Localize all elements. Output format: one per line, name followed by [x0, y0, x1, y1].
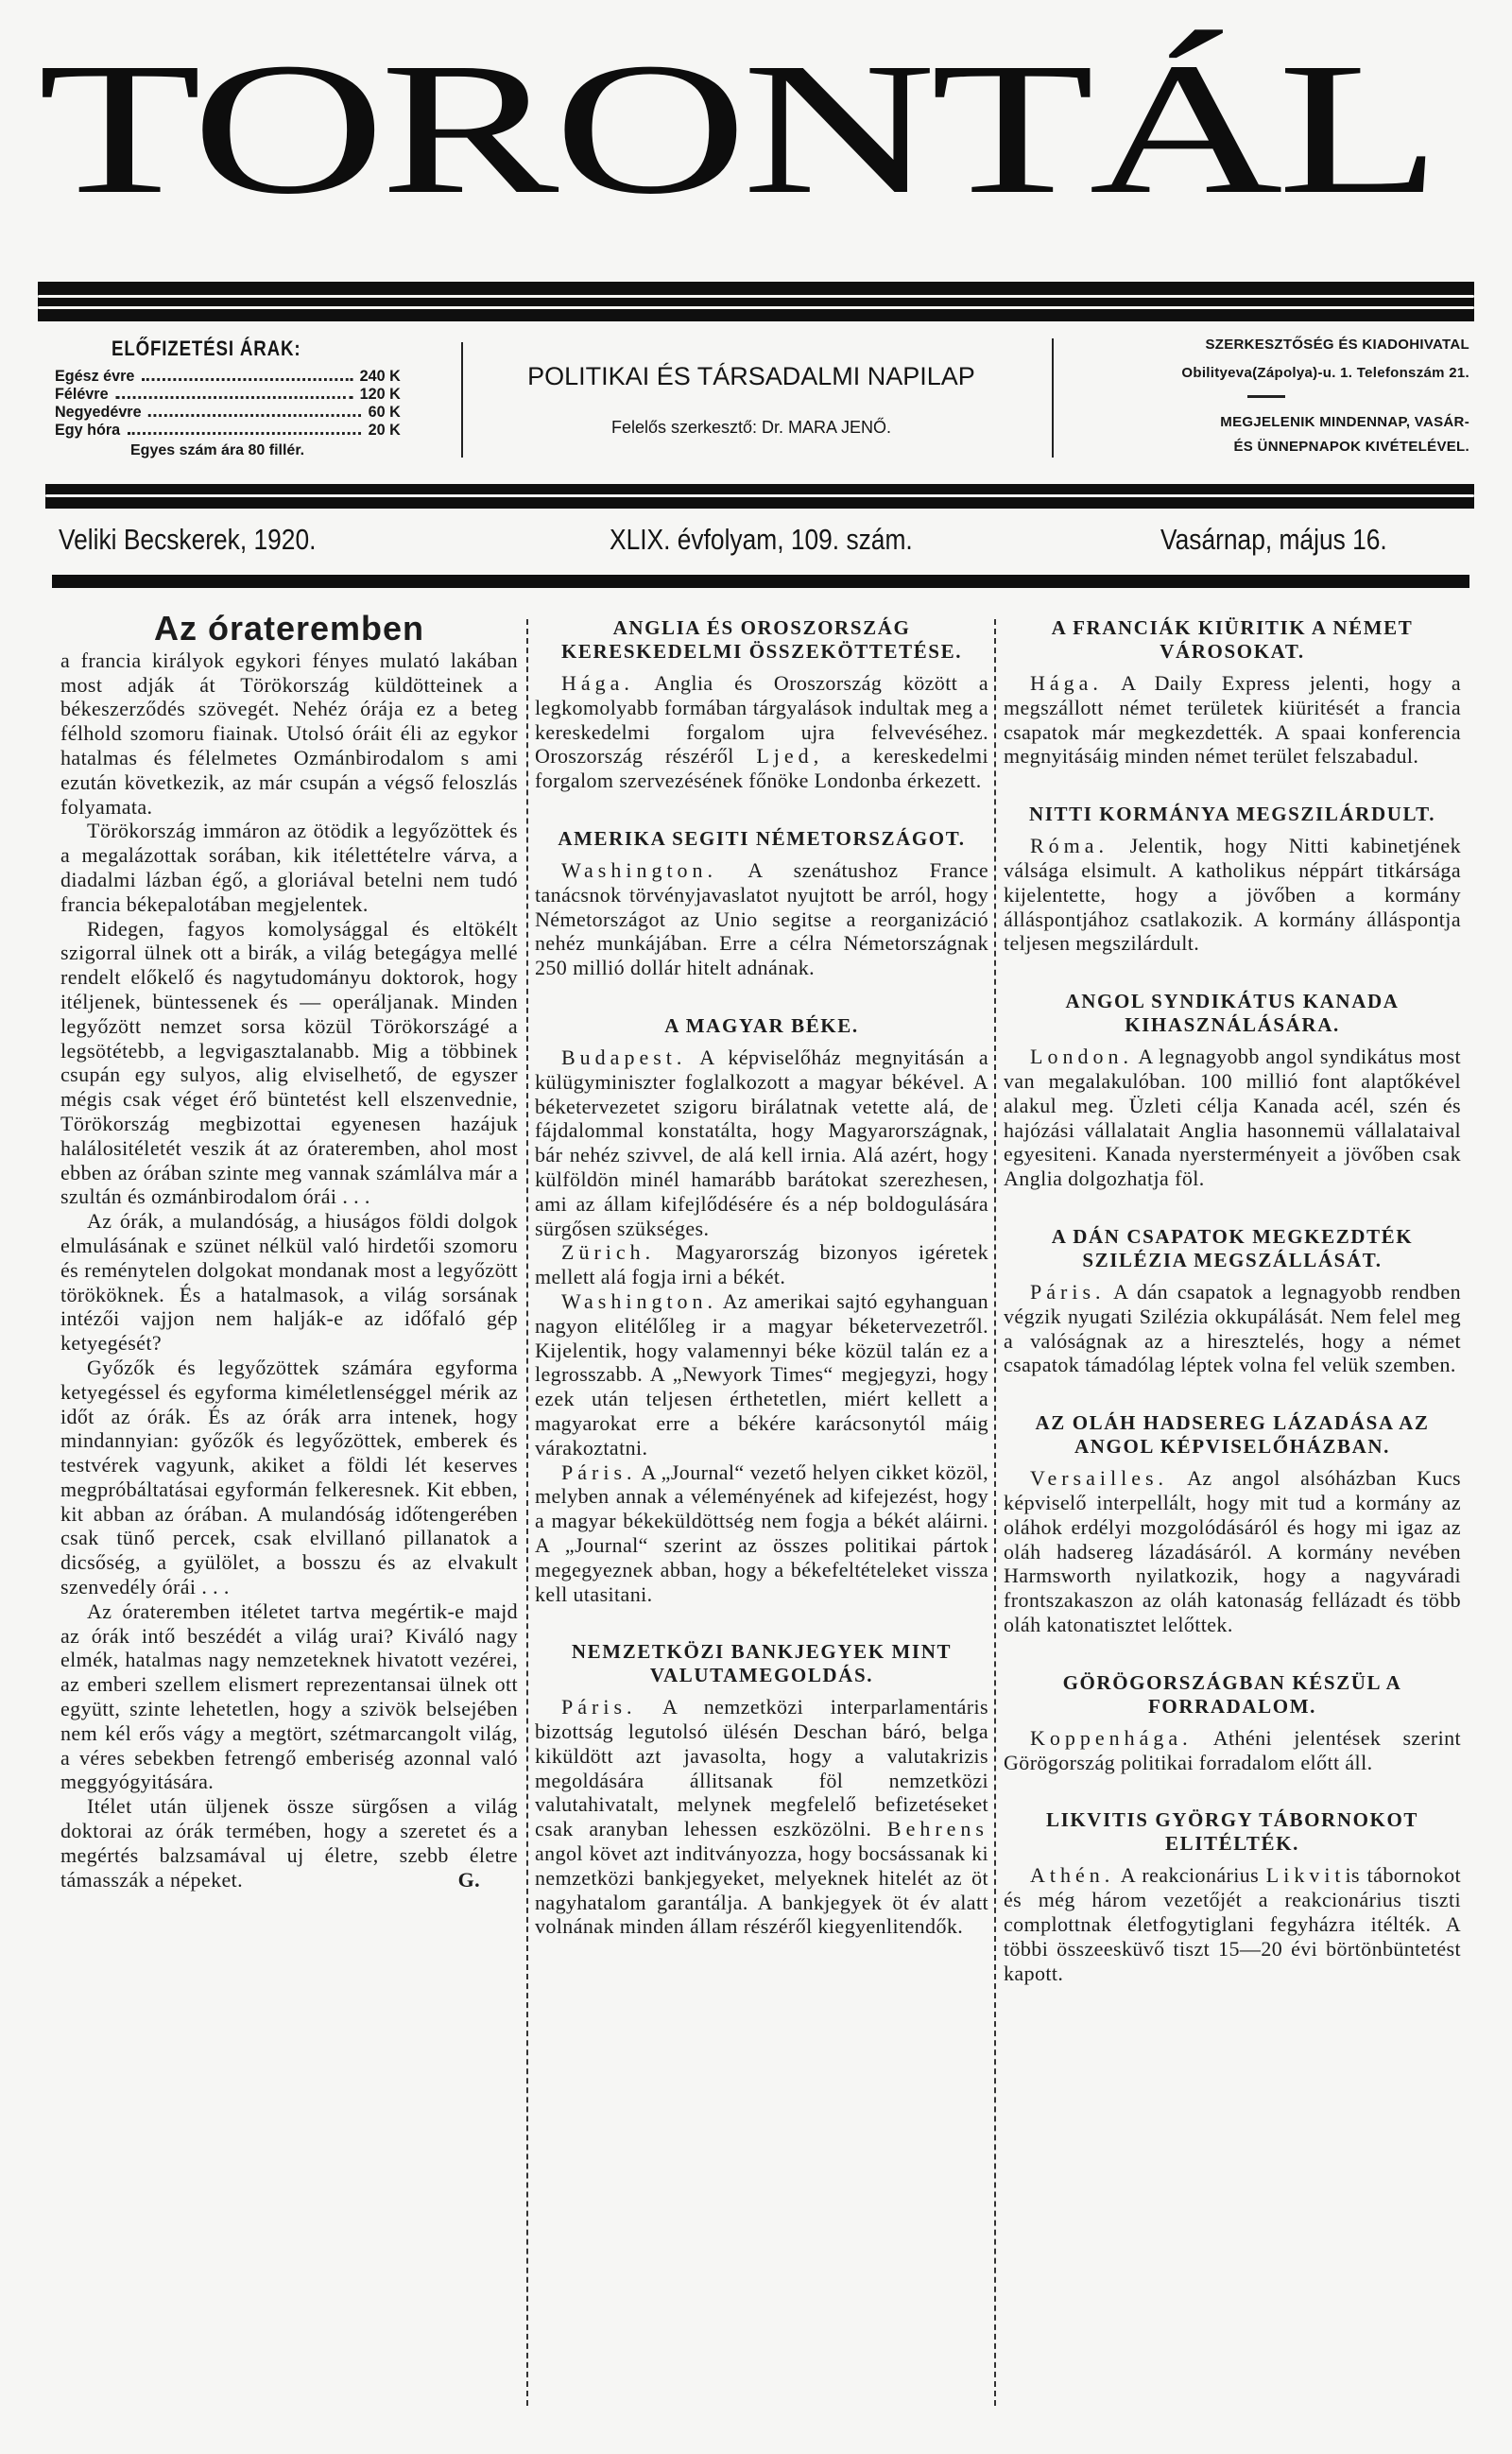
- article-paragraph: [1004, 1280, 1461, 1377]
- issue-date: Vasárnap, május 16.: [1160, 523, 1387, 556]
- paragraph-text: , a kereskedelmi forgalom szervezésének főnöke Londonba érkezett.: [535, 744, 989, 793]
- price-row: [55, 403, 401, 421]
- paragraph-text: A nemzetközi interparlamentáris bizottság legutolsó ülésén Deschan báró, belga kiküldött azt javasolta, hogy a valutakrizis megoldására állitsanak föl nemzetközi valutahivatalt, melynek megfelelő befizetéseket csak aranyban lehessen eszközölni.: [535, 1695, 988, 1841]
- price-row: [55, 421, 401, 439]
- paragraph-text: a francia királyok egykori fényes mulató lakában most adják át Törökország küldötteinek a békeszerződés szövegét. Nehéz órája ez a beteg félhold szomoru fiainak. Utolsó óráit éli az egykor hatalmas és félelmetes Ozmánbirodalom s ami ezután következik, az már csupán a végső feloszlás folyamata.: [60, 648, 518, 819]
- article-paragraph: [535, 1046, 988, 1240]
- header-divider: [461, 342, 463, 458]
- issue-volume: XLIX. évfolyam, 109. szám.: [610, 523, 913, 556]
- dateline-word: Athén.: [1030, 1863, 1115, 1888]
- article: [1004, 990, 1461, 1191]
- date-rule: [52, 575, 1469, 588]
- article: [1004, 1411, 1461, 1637]
- paragraph-text: Jelentik, hogy Nitti kabinetjének válsága elsimult. A katholikus néppárt titkársága kijelentette, hogy a jövőben a kormány álláspontjához csatlakozik. A kormány álláspontja teljesen megszilárdult.: [1004, 834, 1461, 956]
- editor-line: Felelős szerkesztő: Dr. MARA JENŐ.: [610, 418, 892, 437]
- column-middle: [535, 616, 988, 1939]
- article-paragraph: [535, 858, 988, 980]
- article-headline: GÖRÖGORSZÁGBAN KÉSZÜL A FORRADALOM.: [1062, 1670, 1402, 1718]
- article-paragraph: [60, 648, 518, 820]
- dateline-word: Budapest.: [561, 1045, 687, 1069]
- paragraph-text: Magyarország bizonyos igéretek mellett alá fogja irni a békét.: [535, 1240, 988, 1289]
- dateline-word: Hága.: [561, 671, 634, 695]
- article-paragraph: [1004, 834, 1461, 956]
- price-value: 60 K: [368, 403, 401, 421]
- article: [535, 1640, 988, 1939]
- article-paragraph: [60, 1356, 518, 1599]
- paragraph-text: A szenátushoz France tanácsnok törvényjavaslatot nyujtott be arról, hogy Németországot az Unio segitse a reorganizáció nehéz munkájában. Erre a célra Németországnak 250 millió dollár hitelt adnának.: [535, 857, 988, 980]
- column-divider: [994, 619, 996, 2406]
- dateline-word: Páris.: [561, 1460, 637, 1484]
- dateline-word: London.: [1030, 1045, 1133, 1069]
- publication-schedule-2: ÉS ÜNNEPNAPOK KIVÉTELÉVEL.: [1233, 439, 1469, 455]
- dateline-word: Behrens: [886, 1817, 988, 1841]
- paragraph-text: Törökország immáron az ötödik a legyőzöttek és a megalázottak sorában, kik itélettételre várva, a diadalmi lázban égő, a gloriával betelni nem tudó francia békepalotában megjelentek.: [60, 819, 518, 916]
- article-headline: ANGLIA ÉS OROSZORSZÁG KERESKEDELMI ÖSSZEKÖTTETÉSE.: [560, 616, 963, 663]
- header-rule: [45, 484, 1474, 509]
- dateline-word: Washington.: [561, 1288, 718, 1313]
- paragraph-text: A „Journal“ vezető helyen cikket közöl, melyben annak a véleményének ad kifejezést, hogy a magyar békeküldöttség nem fogja a békét aláirni. A „Journal“ szerint az összes politikai pártok megegyeznek abban, hogy a békefeltételeket vissza kell utasitani.: [535, 1460, 988, 1606]
- article: [535, 616, 988, 793]
- article: [60, 609, 518, 1892]
- article-paragraph: [535, 671, 988, 793]
- article: [535, 1014, 988, 1606]
- article-paragraph: [60, 1599, 518, 1794]
- price-label: Félévre: [55, 385, 109, 403]
- price-row: [55, 385, 401, 403]
- dateline-word: Ljed: [756, 744, 814, 769]
- paragraph-text: A legnagyobb angol syndikátus most van megalakulóban. 100 millió font alaptőkével alakul meg. Üzleti célja Kanada acél, szén és hajózási vállalatait Anglia hasonnemü vállalataival egyesiteni. Kanada nyersterményeit a jövőben csak Anglia dolgozhatja föl.: [1004, 1045, 1461, 1191]
- article: [1004, 1808, 1461, 1985]
- article-headline: A MAGYAR BÉKE.: [664, 1013, 859, 1037]
- paragraph-text: Ridegen, fagyos komolysággal és eltökélt szigorral ülnek ott a birák, a világ betegágya mellé rendelt előkelő és nagytudományu doktorok, hogy itéljenek, büntessenek és — operáljanak. Minden legyőzött nemzet sorsa közül Törökországé a legsötétebb, a legvigasztalanabb. Mig a többinek csupán egy sulyos, alig elviselhető, de egyszer mégis csak véget érő büntetést kell elszenvednie, Törökország megbizottai egyenesen hazájuk halálositéletét veszik át az órateremben, ahol most ebben az órában szinte meg vannak számlálva már a szultán és ozmánbirodalom órái . . .: [60, 916, 518, 1209]
- paragraph-text: Anglia és Oroszország között a legkomolyabb formában tárgyalások indultak meg a kereskedelmi forgalom ujra felvevéséhez. Oroszország részéről: [535, 671, 988, 769]
- article-headline: LIKVITIS GYÖRGY TÁBORNOKOT ELITÉLTÉK.: [1045, 1808, 1418, 1856]
- article-headline: AZ OLÁH HADSEREG LÁZADÁSA AZ ANGOL KÉPVISELŐHÁZBAN.: [1035, 1411, 1430, 1459]
- publication-schedule: MEGJELENIK MINDENNAP, VASÁR-: [1220, 414, 1469, 430]
- article-paragraph: [1004, 1726, 1461, 1775]
- column-left: [60, 609, 518, 1892]
- article: [1004, 616, 1461, 769]
- dateline-word: Washington.: [561, 857, 718, 882]
- price-label: Negyedévre: [55, 403, 142, 421]
- article-headline: NITTI KORMÁNYA MEGSZILÁRDULT.: [1028, 803, 1436, 826]
- paragraph-text: A reakcionárius: [1114, 1863, 1266, 1888]
- article-paragraph: [535, 1460, 988, 1607]
- subscription-prices: [55, 367, 419, 439]
- masthead-title: TORONTÁL: [38, 25, 1436, 233]
- paragraph-text: Athéni jelentések szerint Görögország politikai forradalom előtt áll.: [1004, 1725, 1461, 1774]
- dateline-word: Versailles.: [1030, 1466, 1169, 1491]
- column-divider: [526, 619, 528, 2406]
- price-label: Egy hóra: [55, 421, 121, 439]
- price-value: 20 K: [368, 421, 401, 439]
- article-paragraph: [1004, 671, 1461, 769]
- office-address: Obilityeva(Zápolya)-u. 1. Telefonszám 21.: [1181, 365, 1469, 381]
- paragraph-text: A dán csapatok a legnagyobb rendben végzik nyugati Szilézia okkupálását. Nem felel meg a valóságnak az a hiresztelés, hogy a német csapatok támadólag léptek volna fel velük szemben.: [1004, 1279, 1461, 1377]
- masthead-rule: [38, 282, 1474, 321]
- paragraph-text: A Daily Express jelenti, hogy a megszállott német területek kiüritését a francia csapatok már megkezdették. A spaai konferencia megnyitásáig minden német terület felszabadul.: [1004, 671, 1461, 769]
- column-right: [1004, 616, 1461, 1985]
- article-headline: Az órateremben: [153, 609, 425, 648]
- article: [1004, 1671, 1461, 1775]
- article: [1004, 1225, 1461, 1377]
- paragraph-text: Itélet után üljenek össze sürgősen a világ doktorai az órák termében, hogy a szeretet és a megértés balzsamával uj életre, szebb életre támasszák a népeket.: [60, 1794, 518, 1892]
- paragraph-text: Az amerikai sajtó egyhanguan nagyon elitélőleg ir a magyar béketervezetről. Kijelentik, hogy valamennyi béke közül talán ez a legrosszabb. A „Newyork Times“ megjegyzi, hogy ezek után teljesen érthetetlen, miért kellett a magyarokat erre a békére karácsonytól máig várakoztatni.: [535, 1288, 988, 1460]
- issue-place-year: Veliki Becskerek, 1920.: [59, 523, 317, 556]
- dateline-word: Likvit: [1265, 1863, 1346, 1888]
- paragraph-text: angol követ azt inditványozza, hogy bocsássanak ki nemzetközi bankjegyeket, melyeknek hitelét az öt nagyhatalom garantálja. A bankjegyek öt év alatt volnának minden állam részéről kiegyenlitendők.: [535, 1841, 988, 1939]
- masthead-logo: [38, 25, 1484, 233]
- article-headline: AMERIKA SEGITI NÉMETORSZÁGOT.: [558, 826, 966, 850]
- paragraph-text: Az órateremben itéletet tartva megértik-e majd az órák intő beszédét a világ urai? Kiváló nagy elmék, hatalmas nagy nemzeteknek hivatott vezérei, az emberi szellem elismert reprezentansai ülnek ott együtt, szinte lehetetlen, hogy a szivök belsejében nem kél erős vágy a megtört, szétmarcangolt világ, a véres sebekben fetrengő emberiség azonnal való meggyógyitására.: [60, 1599, 518, 1794]
- dateline-word: Róma.: [1030, 834, 1109, 858]
- article-paragraph: [1004, 1466, 1461, 1637]
- dateline-word: Hága.: [1030, 671, 1103, 695]
- paragraph-text: Az angol alsóházban Kucs képviselő interpellált, hogy mit tud a kormány az oláhok erdélyi mozgolódásáról és hogy mi igaz az oláh hadsereg lázadásáról. A kormány nevében Harmsworth nyilatkozik, hogy a nagyváradi frontszakaszon az oláh katonaság fellázadt és több oláh katonatisztet lelőttek.: [1004, 1466, 1461, 1636]
- article-headline: ANGOL SYNDIKÁTUS KANADA KIHASZNÁLÁSÁRA.: [1065, 990, 1400, 1037]
- article-headline: A DÁN CSAPATOK MEGKEZDTÉK SZILÉZIA MEGSZÁLLÁSÁT.: [1051, 1224, 1414, 1271]
- price-label: Egész évre: [55, 367, 135, 385]
- ornament-dash: [1247, 395, 1285, 398]
- article-paragraph: [535, 1240, 988, 1289]
- article-paragraph: [1004, 1863, 1461, 1985]
- paragraph-text: A képviselőház megnyitásán a külügyminiszter foglalkozott a magyar békével. A béketervezetet szigoru birálatnak vetette alá, de fájdalommal konstatálta, hogy Magyarországnak, bár nehéz szivvel, de alá kell irnia. Alá azért, hogy külföldön minél hamarább barátokat szerezhesen, ami az állam kifejlődésére és a nép boldogulására sürgősen szükséges.: [535, 1045, 988, 1240]
- paragraph-text: is tábornokot és még három vezetőjét a reakcionárius tiszti complottnak életfogytiglani fegyházra itélték. A többi összeesküvő tiszt 15—20 évi börtönbüntetést kapott.: [1004, 1863, 1461, 1985]
- newspaper-subtitle: POLITIKAI ÉS TÁRSADALMI NAPILAP: [527, 362, 975, 390]
- price-value: 120 K: [359, 385, 401, 403]
- paragraph-text: Az órák, a mulandóság, a hiuságos földi dolgok elmulásának e szünet nélkül való hirdetői szomoru és reménytelen dolgokat mondanak most a legyőzött törököknek. És a hatalmasok, a világ sorsának intézői vajjon nem halják-e az időfaló gép ketyegését?: [60, 1209, 518, 1356]
- article-paragraph: [1004, 1045, 1461, 1191]
- article-signature: G.: [457, 1867, 480, 1892]
- office-title: SZERKESZTŐSÉG ÉS KIADOHIVATAL: [1205, 337, 1469, 353]
- dateline-word: Páris.: [561, 1695, 637, 1720]
- header-divider: [1052, 338, 1054, 458]
- article-paragraph: [60, 1794, 518, 1892]
- dateline-word: Koppenhága.: [1030, 1725, 1193, 1750]
- paragraph-text: Győzők és legyőzöttek számára egyforma ketyegéssel és egyforma kiméletlenséggel mérik az időt az órák. És az órák arra intenek, hogy mindannyian: győzők és legyőzöttek, emberek és testvérek vagyunk, akiket a földi lét keserves megpróbáltatásai egyformán felkeresnek. Kit ebben, kit abban az órában. A mulandóság időtengerében csak tünő percek, csak elvillanó pillanatok a dicsőség, a gyülölet, a bosszu és az elvakult szenvedély órái . . .: [60, 1355, 518, 1599]
- article-paragraph: [535, 1289, 988, 1460]
- article: [535, 827, 988, 980]
- dateline-word: Zürich.: [561, 1240, 656, 1265]
- price-row: [55, 367, 401, 385]
- subscription-title: ELŐFIZETÉSI ÁRAK:: [112, 337, 301, 360]
- article-paragraph: [535, 1695, 988, 1939]
- dateline-word: Páris.: [1030, 1279, 1106, 1304]
- article-headline: A FRANCIÁK KIÜRITIK A NÉMET VÁROSOKAT.: [1051, 616, 1414, 663]
- article-paragraph: [60, 819, 518, 916]
- article-headline: NEMZETKÖZI BANKJEGYEK MINT VALUTAMEGOLDÁS.: [571, 1640, 953, 1687]
- article: [1004, 803, 1461, 956]
- single-issue-price: Egyes szám ára 80 fillér.: [130, 442, 305, 458]
- price-value: 240 K: [359, 367, 401, 385]
- article-paragraph: [60, 917, 518, 1210]
- article-paragraph: [60, 1209, 518, 1356]
